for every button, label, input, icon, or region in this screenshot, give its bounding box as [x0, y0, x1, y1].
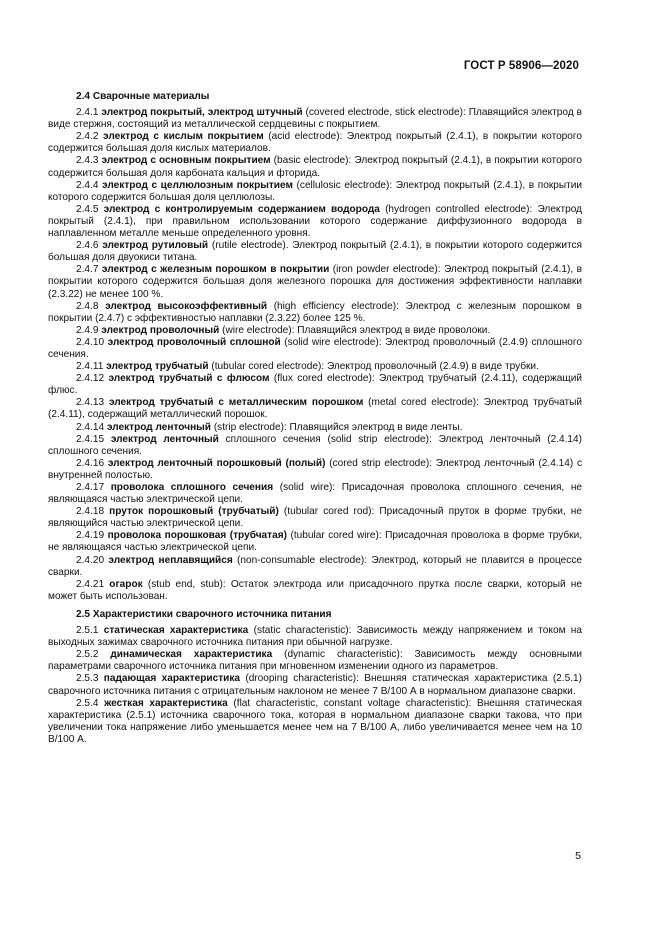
- term-name: электрод ленточный порошковый (полый): [107, 457, 326, 469]
- term-entry: [48, 240, 582, 264]
- term-number: 2.4.21: [76, 578, 105, 590]
- term-definition: (solid wire): Присадочная проволока сплошного сечения, не являющаяся частью электрической цепи.: [48, 482, 583, 506]
- term-definition: (tubular cored wire): Присадочная проволока в форме трубки, не являющаяся частью электрической цепи.: [48, 530, 583, 554]
- term-definition: (dynamic characteristic): Зависимость между основными параметрами сварочного источника питания при мгновенном изменении одного из параметров.: [48, 649, 582, 673]
- term-number: 2.5.2: [76, 649, 99, 661]
- term-definition: (tubular cored rod): Присадочный пруток в форме трубки, не являющийся частью электрической цепи.: [48, 506, 582, 530]
- term-number: 2.4.15: [76, 433, 105, 445]
- term-definition: (non-consumable electrode): Электрод, который не плавится в процессе сварки.: [48, 554, 582, 578]
- term-number: 2.5.1: [76, 625, 99, 637]
- term-entry: [48, 579, 582, 603]
- term-definition: (cored strip electrode): Электрод ленточный (2.4.14) с внутренней полостью.: [48, 457, 582, 481]
- term-number: 2.5.4: [76, 697, 99, 709]
- term-entry: [48, 625, 582, 649]
- term-entry: [48, 555, 582, 579]
- term-number: 2.4.10: [76, 336, 105, 348]
- term-number: 2.4.9: [76, 324, 99, 336]
- term-entry: [48, 131, 582, 155]
- term-number: 2.4.1: [76, 107, 99, 119]
- section-2-5-entries: [48, 625, 582, 746]
- term-definition: (basic electrode): Электрод покрытый (2.4.1), в покрытии которого содержится большая доля карбоната кальция и фторида.: [48, 155, 582, 179]
- term-entry: [48, 422, 582, 434]
- term-entry: [48, 204, 582, 240]
- term-entry: [48, 649, 582, 673]
- page-number: 5: [575, 850, 581, 862]
- section-2-4-entries: [48, 107, 582, 603]
- term-name: электрод трубчатый с металлическим порошком: [108, 397, 364, 409]
- term-number: 2.4.2: [76, 131, 99, 143]
- term-number: 2.4.17: [76, 482, 105, 493]
- term-definition: (high efficiency electrode): Электрод с железным порошком в покрытии (2.4.7) с эффективностью наплавки (2.3.22) более 125 %.: [48, 300, 582, 324]
- term-definition: (solid wire electrode): Электрод проволочный (2.4.9) сплошного сечения.: [48, 336, 582, 360]
- term-definition: (iron powder electrode): Электрод покрытый (2.4.1), в покрытии которого содержится большая доля железного порошка для достижения эффективности наплавки (2.3.22) не менее 100 %.: [48, 264, 582, 300]
- term-entry: [48, 107, 582, 131]
- term-name: жесткая характеристика: [104, 697, 228, 709]
- term-name: электрод проволочный сплошной: [107, 336, 281, 348]
- term-name: электрод с кислым покрытием: [103, 131, 264, 143]
- term-name: электрод неплавящийся: [108, 554, 233, 566]
- term-number: 2.4.20: [76, 554, 105, 566]
- term-name: пруток порошковый (трубчатый): [109, 506, 279, 518]
- term-number: 2.5.3: [76, 673, 99, 685]
- term-entry: [48, 458, 582, 482]
- term-number: 2.4.12: [76, 373, 105, 385]
- term-definition: (acid electrode): Электрод покрытый (2.4.1), в покрытии которого содержится большая доля кислых материалов.: [48, 131, 582, 155]
- term-name: динамическая характеристика: [110, 649, 273, 661]
- term-definition: (cellulosic electrode): Электрод покрытый (2.4.1), в покрытии которого содержится большая доля целлюлозы.: [48, 179, 582, 203]
- term-name: электрод проволочный: [101, 324, 220, 336]
- term-definition: (stub end, stub): Остаток электрода или присадочного прутка после сварки, который не может быть использован.: [48, 578, 582, 602]
- standard-header: ГОСТ Р 58906—2020: [463, 60, 579, 72]
- term-entry: [48, 530, 582, 554]
- term-name: электрод высокоэффективный: [105, 300, 268, 312]
- term-entry: [48, 373, 582, 397]
- term-definition: (tubular cored electrode): Электрод проволочный (2.4.9) в виде трубки.: [208, 361, 539, 373]
- term-definition: (wire electrode): Плавящийся электрод в виде проволоки.: [219, 324, 491, 336]
- term-name: электрод трубчатый с флюсом: [108, 373, 270, 385]
- term-number: 2.4.5: [76, 203, 99, 215]
- term-number: 2.4.4: [76, 179, 99, 191]
- term-number: 2.4.8: [76, 300, 99, 312]
- term-name: электрод рутиловый: [102, 240, 209, 252]
- term-entry: [48, 180, 582, 204]
- term-entry: [48, 397, 582, 421]
- term-entry: [48, 482, 582, 506]
- term-number: 2.4.3: [76, 155, 99, 167]
- term-name: огарок: [109, 578, 143, 590]
- term-number: 2.4.6: [76, 240, 99, 252]
- term-entry: [48, 155, 582, 179]
- document-body: [48, 91, 582, 746]
- term-entry: [48, 301, 582, 325]
- term-entry: [48, 673, 582, 697]
- term-name: электрод покрытый, электрод штучный: [101, 107, 303, 119]
- term-entry: [48, 506, 582, 530]
- term-definition: (hydrogen controlled electrode): Электрод покрытый (2.4.1), при правильном использовании которого содержание диффузионного водорода в наплавленном металле меньше определенного уровня.: [48, 203, 582, 240]
- term-number: 2.4.16: [76, 457, 105, 469]
- term-number: 2.4.11: [76, 361, 104, 373]
- term-name: электрод с контролируемым содержанием водорода: [103, 203, 380, 215]
- term-entry: [48, 698, 582, 746]
- term-entry: [48, 434, 582, 458]
- term-name: электрод с основным покрытием: [101, 155, 271, 167]
- term-definition: (metal cored electrode): Электрод трубчатый (2.4.11), содержащий металлический порошок.: [48, 397, 582, 421]
- term-entry: [48, 361, 582, 373]
- term-number: 2.4.13: [76, 397, 105, 409]
- term-name: электрод с железным порошком в покрытии: [101, 264, 330, 276]
- term-definition: сплошного сечения (solid strip electrode): Электрод ленточный (2.4.14) сплошного сечения.: [48, 433, 583, 457]
- term-name: проволока порошковая (трубчатая): [107, 530, 287, 542]
- term-name: электрод с целлюлозным покрытием: [102, 179, 293, 191]
- section-heading-2-4: 2.4 Сварочные материалы: [76, 91, 210, 102]
- term-entry: [48, 337, 582, 361]
- section-heading-2-5: 2.5 Характеристики сварочного источника питания: [76, 608, 332, 620]
- term-number: 2.4.19: [76, 530, 105, 542]
- term-definition: (static characteristic): Зависимость между напряжением и током на выходных зажимах сварочного источника питания при обычной нагрузке.: [48, 625, 582, 649]
- term-definition: (drooping characteristic): Внешняя статическая характеристика (2.5.1) сварочного источника питания с отрицательным наклоном не менее 7 В/100 А в нормальном диапазоне сварки.: [48, 673, 582, 697]
- term-definition: (covered electrode, stick electrode): Плавящийся электрод в виде стержня, состоящий из металлической сердцевины с покрытием.: [48, 107, 583, 131]
- term-name: проволока сплошного сечения: [110, 482, 274, 493]
- term-name: электрод ленточный: [110, 433, 219, 445]
- term-number: 2.4.7: [76, 264, 99, 276]
- term-number: 2.4.14: [76, 421, 105, 433]
- term-definition: (strip electrode): Плавящийся электрод в виде ленты.: [211, 421, 463, 433]
- term-name: статическая характеристика: [103, 625, 249, 637]
- term-name: электрод трубчатый: [106, 361, 209, 373]
- term-definition: (rutile electrode). Электрод покрытый (2.4.1), в покрытии которого содержится большая доля двуокиси титана.: [48, 240, 582, 264]
- term-entry: [48, 325, 582, 337]
- term-name: падающая характеристика: [103, 673, 241, 685]
- term-definition: (flux cored electrode): Электрод трубчатый (2.4.11), содержащий флюс.: [48, 373, 582, 397]
- term-entry: [48, 264, 582, 300]
- term-name: электрод ленточный: [106, 421, 212, 433]
- term-definition: (flat characteristic, constant voltage characteristic): Внешняя статическая характеристика (2.5.1) источника сварочного тока, которая в нормальном диапазоне сварки такова, что при увеличении тока напряжение либо уменьшается менее чем на 7 В/100 А, либо увеличивается менее чем на 10 В/100 А.: [48, 697, 582, 745]
- term-number: 2.4.18: [76, 506, 105, 518]
